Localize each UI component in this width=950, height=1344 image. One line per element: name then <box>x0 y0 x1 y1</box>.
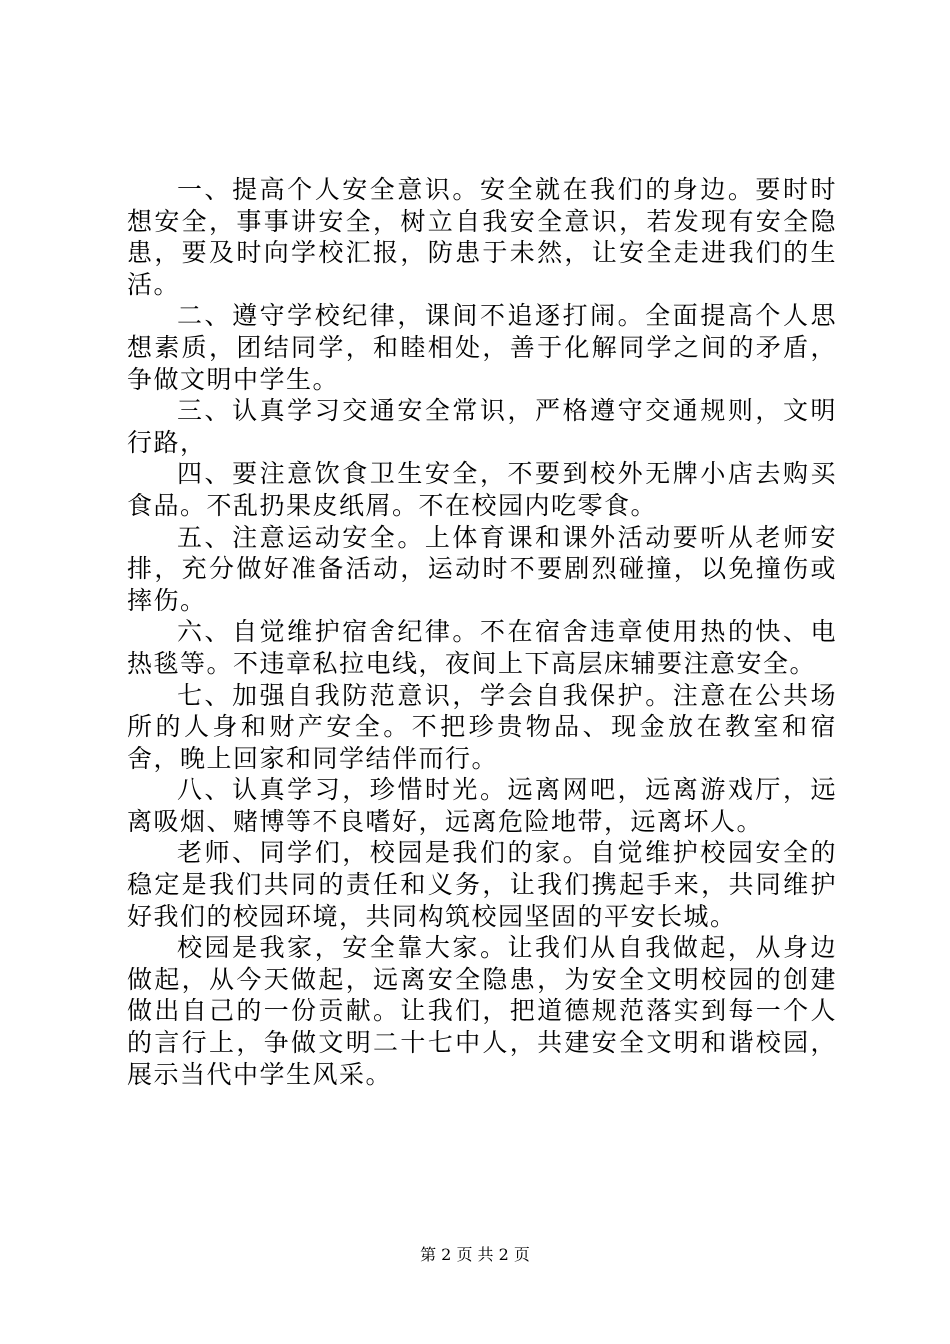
page-number-footer: 第 2 页 共 2 页 <box>420 1245 530 1264</box>
paragraph-school-discipline: 二、遵守学校纪律，课间不追逐打闹。全面提高个人思想素质，团结同学，和睦相处，善于化解同学之间的矛盾，争做文明中学生。 <box>127 301 837 394</box>
document-body <box>127 174 837 1090</box>
paragraph-self-protection: 七、加强自我防范意识，学会自我保护。注意在公共场所的人身和财产安全。不把珍贵物品、现金放在教室和宿舍，晚上回家和同学结伴而行。 <box>127 680 837 773</box>
paragraph-campus-home: 老师、同学们，校园是我们的家。自觉维护校园安全的稳定是我们共同的责任和义务，让我们携起手来，共同维护好我们的校园环境，共同构筑校园坚固的平安长城。 <box>127 838 837 931</box>
paragraph-study-habits: 八、认真学习，珍惜时光。远离网吧，远离游戏厅，远离吸烟、赌博等不良嗜好，远离危险地带，远离坏人。 <box>127 775 837 836</box>
paragraph-safety-awareness: 一、提高个人安全意识。安全就在我们的身边。要时时想安全，事事讲安全，树立自我安全意识，若发现有安全隐患，要及时向学校汇报，防患于未然，让安全走进我们的生活。 <box>127 175 837 299</box>
paragraph-traffic-safety: 三、认真学习交通安全常识，严格遵守交通规则，文明行路， <box>127 396 837 457</box>
paragraph-dormitory-discipline: 六、自觉维护宿舍纪律。不在宿舍违章使用热的快、电热毯等。不违章私拉电线，夜间上下高层床辅要注意安全。 <box>127 617 837 678</box>
paragraph-closing-call: 校园是我家，安全靠大家。让我们从自我做起，从身边做起，从今天做起，远离安全隐患，为安全文明校园的创建做出自己的一份贡献。让我们，把道德规范落实到每一个人的言行上，争做文明二十七中人，共建安全文明和谐校园，展示当代中学生风采。 <box>127 933 837 1089</box>
paragraph-sports-safety: 五、注意运动安全。上体育课和课外活动要听从老师安排，充分做好准备活动，运动时不要剧烈碰撞，以免撞伤或摔伤。 <box>127 522 837 615</box>
paragraph-food-safety: 四、要注意饮食卫生安全，不要到校外无牌小店去购买食品。不乱扔果皮纸屑。不在校园内吃零食。 <box>127 459 837 520</box>
